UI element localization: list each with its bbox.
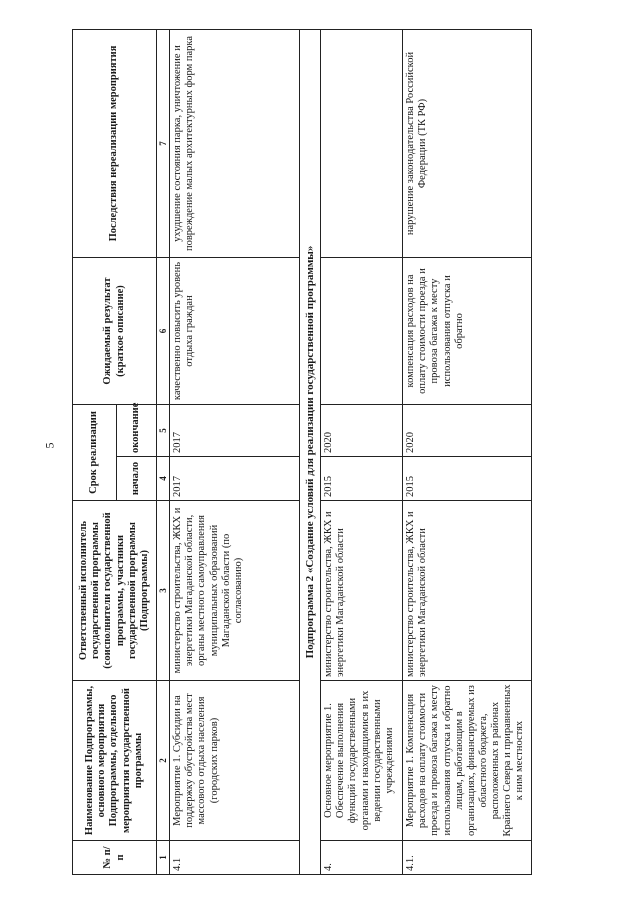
- row-start: 2015: [403, 457, 532, 501]
- row-name: Основное мероприятие 1. Обеспечение выполнения функций государственными органами и находящимися в их ведении государственными учреждениями: [321, 681, 403, 841]
- row-start: 2015: [321, 457, 403, 501]
- column-number: 4: [157, 457, 170, 501]
- page-number: 5: [42, 442, 57, 449]
- row-consequences: [321, 30, 403, 258]
- column-number: 2: [157, 681, 170, 841]
- row-executor: министерство строительства, ЖКХ и энергетики Магаданской области: [403, 501, 532, 681]
- row-no: 4.1: [170, 841, 300, 875]
- row-no: 4.1.: [403, 841, 532, 875]
- table-row: [321, 30, 403, 875]
- table-row: [170, 30, 300, 875]
- header-name: Наименование Подпрограммы, основного мероприятия Подпрограммы, отдельного мероприятия государственной программы: [73, 681, 157, 841]
- row-executor: министерство строительства, ЖКХ и энергетики Магаданской области, органы местного самоуправления муниципальных образований Магаданской области (по согласованию): [170, 501, 300, 681]
- rotated-page: [72, 30, 532, 875]
- column-number: 1: [157, 841, 170, 875]
- table-row: [403, 30, 532, 875]
- subprogram-title: Подпрограмма 2 «Создание условий для реализации государственной программы»: [300, 30, 321, 875]
- row-end: 2020: [321, 405, 403, 457]
- row-start: 2017: [170, 457, 300, 501]
- row-result: [321, 258, 403, 405]
- column-number: 6: [157, 258, 170, 405]
- row-name: Мероприятие 1. Компенсация расходов на оплату стоимости проезда и провоза багажа к месту использования отпуска и обратно лицам, работающим в организациях, финансируемых из областного бюджета, расположенных в районах Крайнего Севера и приравненных к ним местностях: [403, 681, 532, 841]
- row-end: 2017: [170, 405, 300, 457]
- row-consequences: ухудшение состояния парка, уничтожение и повреждение малых архитектурных форм парка: [170, 30, 300, 258]
- column-number: 5: [157, 405, 170, 457]
- subprogram-row: [300, 30, 321, 875]
- header-start: начало: [117, 457, 157, 501]
- row-consequences: нарушение законодательства Российской Федерации (ТК РФ): [403, 30, 532, 258]
- row-result: качественно повысить уровень отдыха граждан: [170, 258, 300, 405]
- row-name: Мероприятие 1. Субсидии на поддержку обустройства мест массового отдыха населения (городских парков): [170, 681, 300, 841]
- row-executor: министерство строительства, ЖКХ и энергетики Магаданской области: [321, 501, 403, 681]
- column-number-row: [157, 30, 170, 875]
- column-number: 3: [157, 501, 170, 681]
- row-result: компенсация расходов на оплату стоимости проезда и провоза багажа к месту использования отпуска и обратно: [403, 258, 532, 405]
- header-executor: Ответственный исполнитель государственной программы (соисполнители государственной программы, участники государственной программы (Подпрограммы): [73, 501, 157, 681]
- row-end: 2020: [403, 405, 532, 457]
- header-result: Ожидаемый результат (краткое описание): [73, 258, 157, 405]
- header-period: Срок реализации: [73, 405, 117, 501]
- column-number: 7: [157, 30, 170, 258]
- row-no: 4.: [321, 841, 403, 875]
- program-table: [72, 29, 532, 875]
- header-consequences: Последствия нереализации мероприятия: [73, 30, 157, 258]
- header-end: окончание: [117, 405, 157, 457]
- header-no: № п/п: [73, 841, 157, 875]
